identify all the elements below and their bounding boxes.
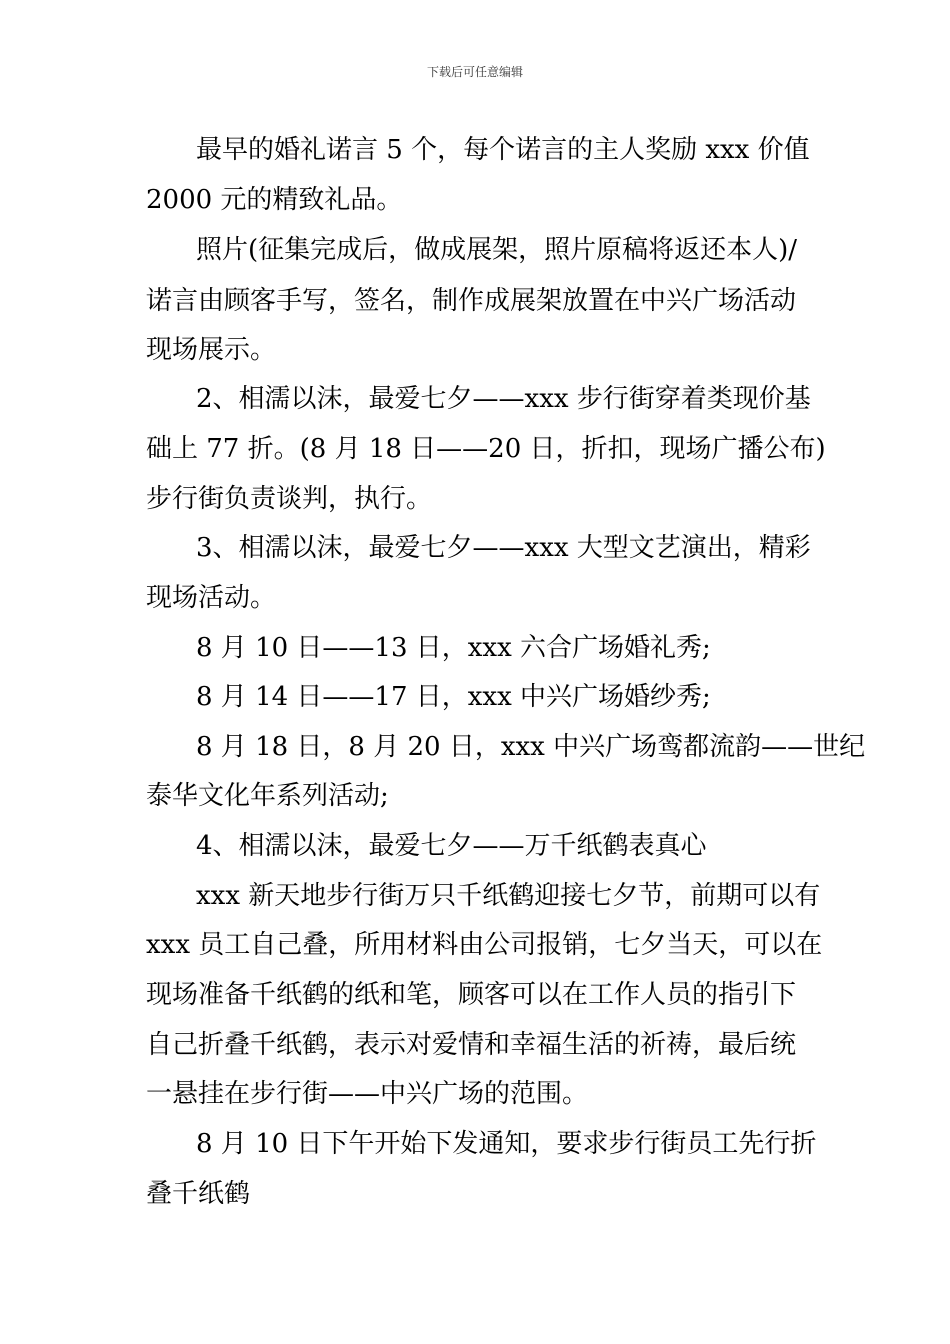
text-line: xxx 新天地步行街万只千纸鹤迎接七夕节，前期可以有 <box>196 881 821 911</box>
text-line: 8 月 10 日——13 日，xxx 六合广场婚礼秀; <box>196 633 711 663</box>
text-line: 自己折叠千纸鹤，表示对爱情和幸福生活的祈祷，最后统 <box>146 1030 797 1060</box>
text-line: 叠千纸鹤 <box>146 1179 251 1209</box>
text-line: 础上 77 折。(8 月 18 日——20 日，折扣，现场广播公布) <box>146 434 826 464</box>
text-line: 最早的婚礼诺言 5 个，每个诺言的主人奖励 xxx 价值 <box>196 135 810 165</box>
text-line: 4、相濡以沫，最爱七夕——万千纸鹤表真心 <box>196 831 707 861</box>
text-line: 诺言由顾客手写，签名，制作成展架放置在中兴广场活动 <box>146 286 797 316</box>
text-line: 8 月 18 日，8 月 20 日，xxx 中兴广场鸾都流韵——世纪 <box>196 732 866 762</box>
text-line: 泰华文化年系列活动; <box>146 781 389 811</box>
text-line: 8 月 14 日——17 日，xxx 中兴广场婚纱秀; <box>196 682 711 712</box>
text-line: 3、相濡以沫，最爱七夕——xxx 大型文艺演出，精彩 <box>196 533 811 563</box>
text-line: 现场活动。 <box>146 583 277 613</box>
page-header: 下载后可任意编辑 <box>426 65 523 79</box>
text-line: 步行街负责谈判，执行。 <box>146 484 433 514</box>
text-line: xxx 员工自己叠，所用材料由公司报销，七夕当天，可以在 <box>146 930 823 960</box>
text-line: 2000 元的精致礼品。 <box>146 185 403 215</box>
text-line: 一悬挂在步行街——中兴广场的范围。 <box>146 1079 589 1109</box>
text-line: 8 月 10 日下午开始下发通知，要求步行街员工先行折 <box>196 1129 817 1159</box>
text-line: 2、相濡以沫，最爱七夕——xxx 步行街穿着类现价基 <box>196 384 811 414</box>
text-line: 现场准备千纸鹤的纸和笔，顾客可以在工作人员的指引下 <box>146 980 797 1010</box>
text-line: 照片(征集完成后，做成展架，照片原稿将返还本人)/ <box>196 235 798 265</box>
text-line: 现场展示。 <box>146 335 277 365</box>
